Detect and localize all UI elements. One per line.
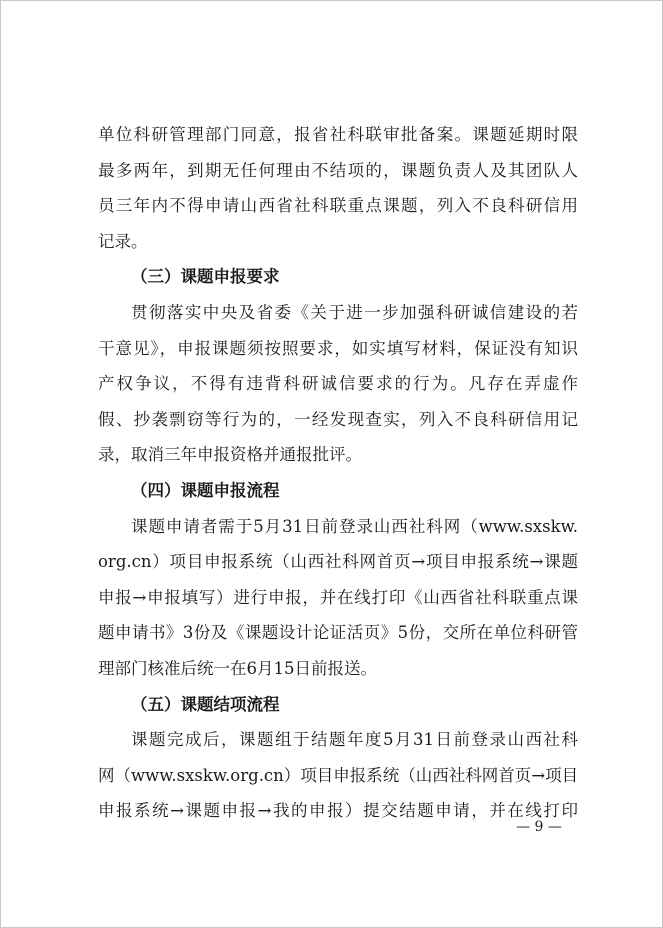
text-line: 课题完成后，课题组于结题年度5月31日前登录山西社科 (131, 730, 578, 750)
text-line: 记录。 (98, 231, 148, 251)
text-line: 单位科研管理部门同意，报省社科联审批备案。课题延期时限 (98, 125, 578, 144)
text-line: 理部门核准后统一在6月15日前报送。 (98, 658, 377, 678)
section-heading-3: （三）课题申报要求 (131, 267, 280, 287)
text-line: 假、抄袭剽窃等行为的，一经发现查实，列入不良科研信用记 (98, 409, 578, 429)
body-text (98, 117, 578, 829)
text-line: 申报系统→课题申报→我的申报）提交结题申请，并在线打印 (98, 801, 578, 821)
text-line: 课题申请者需于5月31日前登录山西社科网（www.sxskw. (131, 516, 578, 536)
text-line: 贯彻落实中央及省委《关于进一步加强科研诚信建设的若 (131, 302, 578, 322)
text-line: org.cn）项目申报系统（山西社科网首页→项目申报系统→课题 (98, 552, 578, 572)
text-line: 最多两年，到期无任何理由不结项的，课题负责人及其团队人 (98, 160, 578, 180)
text-line: 录，取消三年申报资格并通报批评。 (98, 445, 362, 465)
text-line: 申报→申报填写）进行申报，并在线打印《山西省社科联重点课 (98, 587, 578, 607)
text-line: 题申请书》3份及《课题设计论证活页》5份，交所在单位科研管 (98, 623, 578, 643)
section-heading-4: （四）课题申报流程 (131, 480, 280, 500)
page-number: — 9 — (516, 819, 562, 835)
text-line: 网（www.sxskw.org.cn）项目申报系统（山西社科网首页→项目 (98, 765, 578, 785)
text-line: 产权争议，不得有违背科研诚信要求的行为。凡存在弄虚作 (98, 374, 578, 394)
text-line: 员三年内不得申请山西省社科联重点课题，列入不良科研信用 (98, 196, 578, 216)
section-heading-5: （五）课题结项流程 (131, 694, 280, 714)
text-line: 干意见》，申报课题须按照要求，如实填写材料，保证没有知识 (98, 338, 578, 358)
